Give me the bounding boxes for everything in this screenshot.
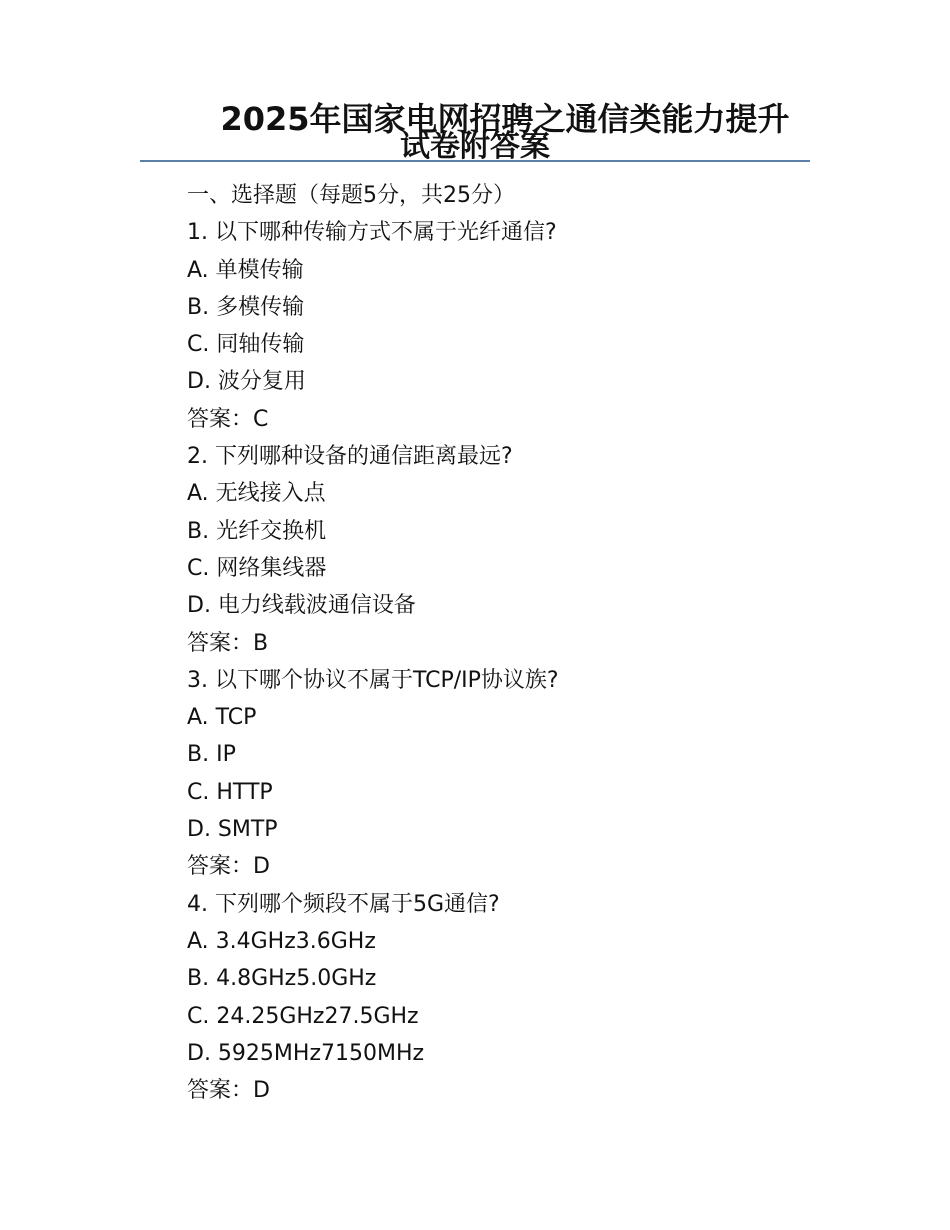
- document-title: [140, 100, 810, 164]
- title-divider: [140, 160, 810, 162]
- question-block: [187, 662, 827, 886]
- option-b: B. IP: [187, 742, 236, 768]
- question-block: [187, 438, 827, 662]
- option-d: D. SMTP: [187, 817, 278, 843]
- option-c: C. HTTP: [187, 779, 273, 805]
- answer-text: 答案：C: [187, 406, 269, 432]
- option-d: D. 波分复用: [187, 369, 306, 395]
- option-a: A. TCP: [187, 705, 257, 731]
- option-b: B. 多模传输: [187, 294, 305, 320]
- section-header: 一、选择题（每题5分，共25分）: [187, 183, 515, 208]
- question-text: 2. 下列哪种设备的通信距离最远?: [187, 444, 513, 470]
- option-b: B. 4.8GHz5.0GHz: [187, 966, 377, 992]
- option-b: B. 光纤交换机: [187, 518, 327, 544]
- answer-text: 答案：B: [187, 630, 269, 656]
- question-block: [187, 214, 827, 438]
- question-text: 3. 以下哪个协议不属于TCP/IP协议族?: [187, 667, 559, 693]
- document-body: [187, 177, 827, 1109]
- answer-text: 答案：D: [187, 1078, 270, 1104]
- title-line-1: 2025年国家电网招聘之通信类能力提升: [220, 100, 790, 138]
- question-text: 1. 以下哪种传输方式不属于光纤通信?: [187, 220, 557, 246]
- option-d: D. 电力线载波通信设备: [187, 593, 416, 619]
- question-text: 4. 下列哪个频段不属于5G通信?: [187, 891, 500, 917]
- option-a: A. 3.4GHz3.6GHz: [187, 928, 376, 954]
- option-c: C. 24.25GHz27.5GHz: [187, 1003, 419, 1029]
- option-a: A. 单模传输: [187, 257, 304, 283]
- question-block: [187, 886, 827, 1110]
- title-line-2: 试卷附答案: [400, 129, 550, 164]
- option-c: C. 网络集线器: [187, 555, 327, 581]
- answer-text: 答案：D: [187, 854, 270, 880]
- option-d: D. 5925MHz7150MHz: [187, 1040, 425, 1066]
- option-c: C. 同轴传输: [187, 332, 305, 358]
- option-a: A. 无线接入点: [187, 481, 326, 507]
